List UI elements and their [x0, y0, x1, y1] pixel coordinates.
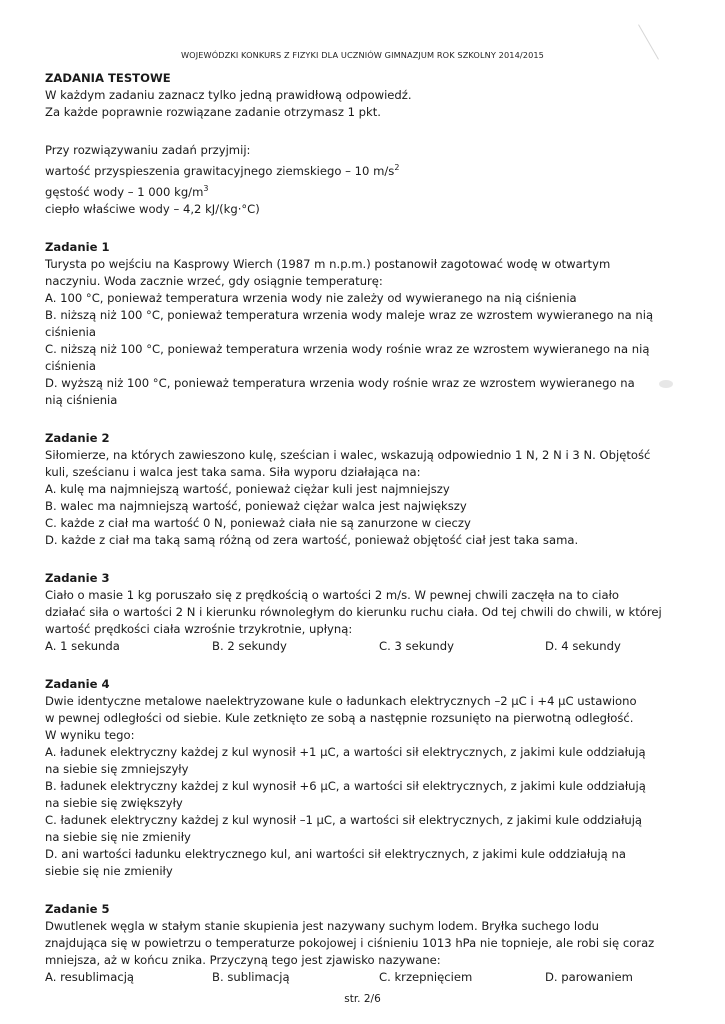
task-2 [45, 430, 685, 549]
question-line: naczyniu. Woda zacznie wrzeć, gdy osiągnie temperaturę: [45, 273, 383, 288]
question-line: znajdująca się w powietrzu o temperaturze pokojowej i ciśnieniu 1013 hPa nie topnieje, ale robi się coraz [45, 935, 655, 950]
constant-heat: ciepło właściwe wody – 4,2 kJ/(kg·°C) [45, 201, 260, 216]
answer-b-cont[interactable]: ciśnienia [45, 324, 97, 339]
answer-c[interactable]: C. ładunek elektryczny każdej z kul wynosił –1 μC, a wartości sił elektrycznych, z jakimi kule oddziałują [45, 812, 643, 827]
answer-b[interactable]: B. 2 sekundy [212, 638, 287, 653]
document-body [45, 70, 685, 986]
answer-options [45, 969, 685, 986]
question-line: Siłomierze, na których zawieszono kulę, sześcian i walec, wskazują odpowiednio 1 N, 2 N i 3 N. Objętość [45, 447, 651, 462]
question-line: Turysta po wejściu na Kasprowy Wierch (1987 m n.p.m.) postanowił zagotować wodę w otwartym [45, 256, 611, 271]
answer-c[interactable]: C. niższą niż 100 °C, ponieważ temperatura wrzenia wody rośnie wraz ze wzrostem wywieranego na nią [45, 341, 650, 356]
answer-a-cont[interactable]: na siebie się zmniejszyły [45, 761, 189, 776]
task-5 [45, 901, 685, 986]
task-title: Zadanie 4 [45, 676, 110, 691]
task-title: Zadanie 5 [45, 901, 110, 916]
answer-options [45, 638, 685, 655]
instruction-line: Za każde poprawnie rozwiązane zadanie otrzymasz 1 pkt. [45, 105, 381, 119]
answer-d[interactable]: D. 4 sekundy [545, 638, 621, 653]
answer-b-cont[interactable]: na siebie się zwiększyły [45, 795, 183, 810]
answer-a[interactable]: A. resublimacją [45, 969, 135, 984]
question-line: działać siła o wartości 2 N i kierunku równoległym do kierunku ruchu ciała. Od tej chwili do chwili, w której [45, 604, 662, 619]
answer-d[interactable]: D. każde z ciał ma taką samą różną od zera wartość, ponieważ objętość ciał jest taka sama. [45, 532, 579, 547]
page-header: WOJEWÓDZKI KONKURS Z FIZYKI DLA UCZNIÓW GIMNAZJUM ROK SZKOLNY 2014/2015 [180, 50, 544, 60]
answer-d[interactable]: D. wyższą niż 100 °C, ponieważ temperatura wrzenia wody rośnie wraz ze wzrostem wywieranego na [45, 375, 635, 390]
assumptions-intro: Przy rozwiązywaniu zadań przyjmij: [45, 143, 251, 157]
question-line: w pewnej odległości od siebie. Kule zetknięto ze sobą a następnie rozsunięto na pierwotną odległość. [45, 710, 634, 725]
answer-c[interactable]: C. krzepnięciem [379, 969, 473, 984]
answer-a[interactable]: A. 1 sekunda [45, 638, 120, 653]
answer-d[interactable]: D. ani wartości ładunku elektrycznego kul, ani wartości sił elektrycznych, z jakimi kule oddziałują na [45, 846, 626, 861]
question-line: Dwutlenek węgla w stałym stanie skupienia jest nazywany suchym lodem. Bryłka suchego lodu [45, 918, 599, 933]
question-line: mniejsza, aż w końcu znika. Przyczyną tego jest zjawisko nazywane: [45, 952, 441, 967]
instruction-line: W każdym zadaniu zaznacz tylko jedną prawidłową odpowiedź. [45, 88, 412, 102]
question-line: kuli, sześcianu i walca jest taka sama. Siła wyporu działająca na: [45, 464, 421, 479]
page-number: str. 2/6 [344, 993, 381, 1005]
answer-c[interactable]: C. 3 sekundy [379, 638, 454, 653]
answer-a[interactable]: A. 100 °C, ponieważ temperatura wrzenia wody nie zależy od wywieranego na nią ciśnienia [45, 290, 577, 305]
answer-c-cont[interactable]: ciśnienia [45, 358, 97, 373]
task-title: Zadanie 2 [45, 430, 110, 445]
section-title: ZADANIA TESTOWE [45, 71, 171, 85]
answer-b[interactable]: B. walec ma najmniejszą wartość, ponieważ ciężar walca jest największy [45, 498, 467, 513]
answer-d[interactable]: D. parowaniem [545, 969, 633, 984]
question-line: Dwie identyczne metalowe naelektryzowane kule o ładunkach elektrycznych –2 μC i +4 μC ustawiono [45, 693, 637, 708]
task-title: Zadanie 1 [45, 239, 110, 254]
task-title: Zadanie 3 [45, 570, 110, 585]
answer-b[interactable]: B. ładunek elektryczny każdej z kul wynosił +6 μC, a wartości sił elektrycznych, z jakimi kule oddziałują [45, 778, 646, 793]
question-line: wartość prędkości ciała wzrośnie trzykrotnie, upłyną: [45, 621, 353, 636]
answer-d-cont[interactable]: siebie się nie zmieniły [45, 863, 173, 878]
task-3 [45, 570, 685, 655]
answer-a[interactable]: A. kulę ma najmniejszą wartość, ponieważ ciężar kuli jest najmniejszy [45, 481, 450, 496]
constant-gravity: wartość przyspieszenia grawitacyjnego ziemskiego – 10 $m/s^2$ [45, 163, 400, 178]
answer-b[interactable]: B. niższą niż 100 °C, ponieważ temperatura wrzenia wody maleje wraz ze wzrostem wywieranego na nią [45, 307, 654, 322]
answer-a[interactable]: A. ładunek elektryczny każdej z kul wynosił +1 μC, a wartości sił elektrycznych, z jakimi kule oddziałują [45, 744, 646, 759]
task-4 [45, 676, 685, 880]
answer-b[interactable]: B. sublimacją [212, 969, 290, 984]
answer-c[interactable]: C. każde z ciał ma wartość 0 N, ponieważ ciała nie są zanurzone w cieczy [45, 515, 471, 530]
task-1 [45, 239, 685, 409]
constant-density: gęstość wody – 1 000 $kg/m^3$ [45, 183, 209, 199]
answer-d-cont[interactable]: nią ciśnienia [45, 392, 118, 407]
answer-c-cont[interactable]: na siebie się nie zmieniły [45, 829, 191, 844]
question-line: Ciało o masie 1 kg poruszało się z prędkością o wartości 2 m/s. W pewnej chwili zaczęła na to ciało [45, 587, 619, 602]
question-line: W wyniku tego: [45, 727, 135, 742]
